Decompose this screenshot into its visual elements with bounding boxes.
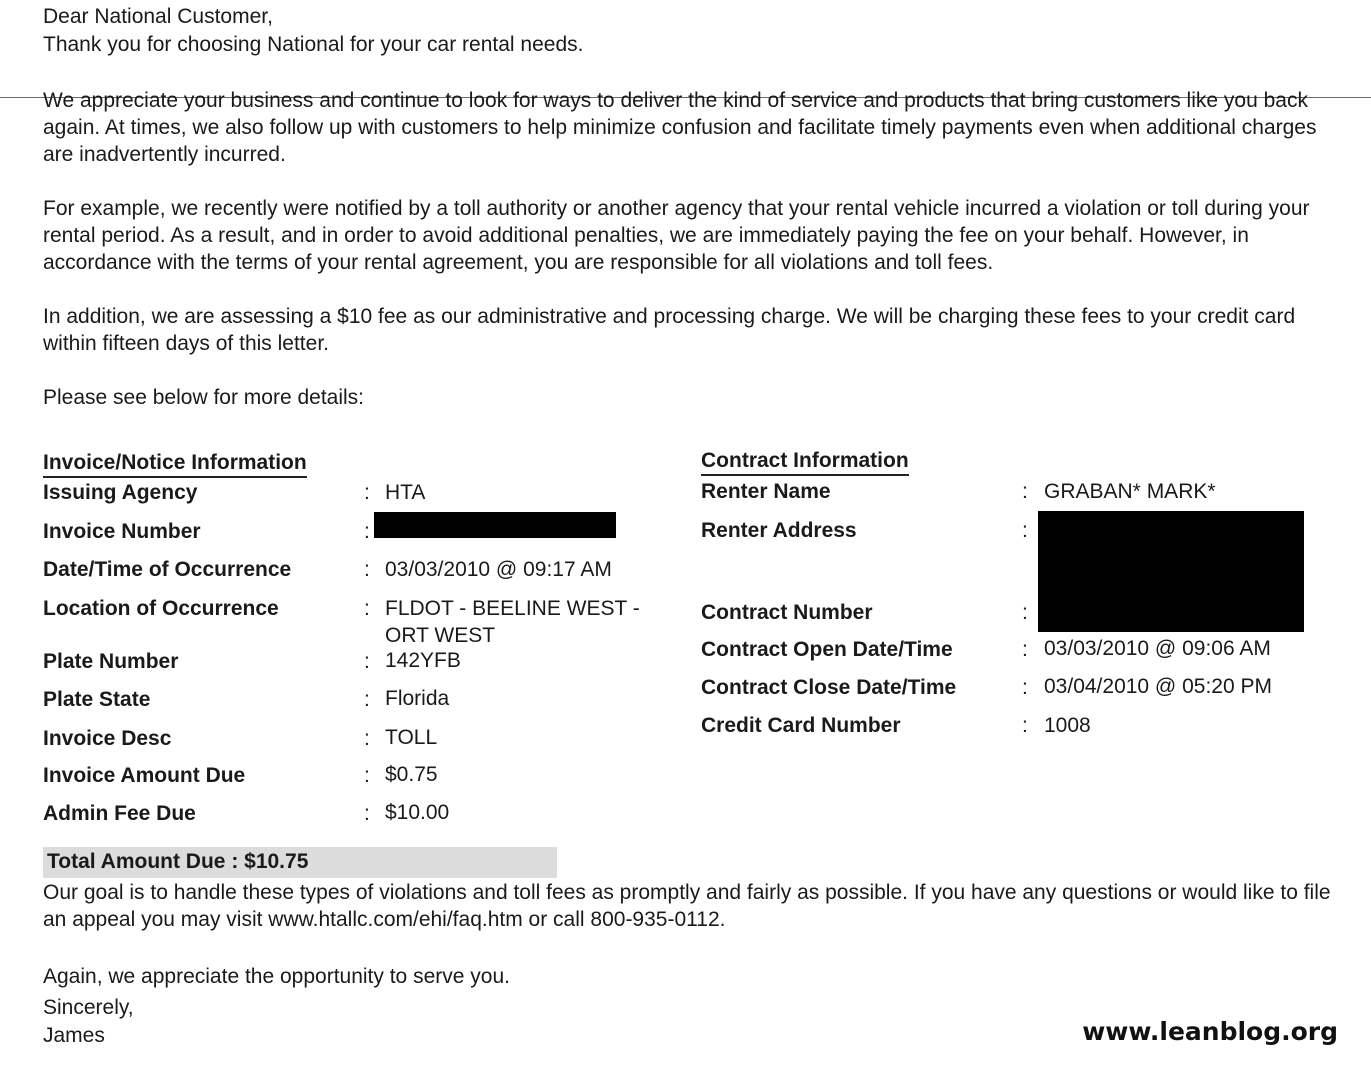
invoice-label-desc: Invoice Desc: [43, 727, 172, 750]
invoice-section-title: Invoice/Notice Information: [43, 451, 307, 478]
salutation: Dear National Customer,: [43, 5, 273, 28]
separator-colon: :: [1022, 601, 1028, 624]
separator-colon: :: [1022, 714, 1028, 737]
separator-colon: :: [1022, 519, 1028, 542]
invoice-label-date-time: Date/Time of Occurrence: [43, 558, 292, 581]
separator-colon: :: [1022, 480, 1028, 503]
signature-name: James: [43, 1024, 105, 1047]
separator-colon: :: [364, 650, 370, 673]
contract-label-open-date: Contract Open Date/Time: [701, 638, 953, 661]
contract-label-close-date: Contract Close Date/Time: [701, 676, 957, 699]
separator-colon: :: [364, 520, 370, 543]
redaction-invoice-number: [374, 512, 616, 538]
separator-colon: :: [364, 802, 370, 825]
invoice-value-desc: TOLL: [385, 726, 438, 749]
contract-label-renter-name: Renter Name: [701, 480, 831, 503]
closing-sincerely: Sincerely,: [43, 996, 134, 1019]
separator-colon: :: [1022, 676, 1028, 699]
contract-value-renter-name: GRABAN* MARK*: [1044, 480, 1216, 503]
closing-again: Again, we appreciate the opportunity to serve you.: [43, 965, 510, 988]
invoice-label-invoice-number: Invoice Number: [43, 520, 201, 543]
invoice-label-location: Location of Occurrence: [43, 597, 279, 620]
contract-label-renter-address: Renter Address: [701, 519, 857, 542]
invoice-value-plate-state: Florida: [385, 687, 450, 710]
separator-colon: :: [364, 688, 370, 711]
paragraph-appreciation: We appreciate your business and continue to look for ways to deliver the kind of service and products that bring customers like you back again. At times, we also follow up with customers to help minimize confusion and facilitate timely payments even when additional charges are inadvertently incurred.: [43, 89, 1317, 166]
total-amount-due: Total Amount Due : $10.75: [47, 850, 309, 873]
separator-colon: :: [364, 727, 370, 750]
invoice-label-plate-number: Plate Number: [43, 650, 179, 673]
invoice-value-location-line2: ORT WEST: [385, 624, 496, 647]
paragraph-details: Please see below for more details:: [43, 386, 364, 409]
invoice-value-location: FLDOT - BEELINE WEST -: [385, 597, 640, 620]
contract-label-credit-card: Credit Card Number: [701, 714, 901, 737]
invoice-value-amount-due: $0.75: [385, 763, 438, 786]
thanks-line: Thank you for choosing National for your car rental needs.: [43, 33, 584, 56]
contract-section-title: Contract Information: [701, 449, 909, 476]
invoice-value-date-time: 03/03/2010 @ 09:17 AM: [385, 558, 612, 581]
invoice-value-issuing-agency: HTA: [385, 481, 426, 504]
contract-value-close-date: 03/04/2010 @ 05:20 PM: [1044, 675, 1272, 698]
invoice-value-admin-fee: $10.00: [385, 801, 450, 824]
separator-colon: :: [364, 597, 370, 620]
invoice-label-plate-state: Plate State: [43, 688, 151, 711]
paragraph-goal: Our goal is to handle these types of violations and toll fees as promptly and fairly as possible. If you have any questions or would like to file an appeal you may visit www.htallc.com/ehi/faq.htm or call 800-935-0112.: [43, 881, 1331, 931]
separator-colon: :: [364, 558, 370, 581]
contract-value-open-date: 03/03/2010 @ 09:06 AM: [1044, 637, 1271, 660]
contract-value-credit-card: 1008: [1044, 714, 1091, 737]
paragraph-fee: In addition, we are assessing a $10 fee as our administrative and processing charge. We will be charging these fees to your credit card within fifteen days of this letter.: [43, 305, 1296, 355]
invoice-label-issuing-agency: Issuing Agency: [43, 481, 198, 504]
contract-label-contract-number: Contract Number: [701, 601, 873, 624]
separator-colon: :: [364, 481, 370, 504]
invoice-value-plate-number: 142YFB: [385, 649, 461, 672]
separator-colon: :: [1022, 638, 1028, 661]
watermark-url: www.leanblog.org: [1082, 1017, 1338, 1046]
paragraph-example: For example, we recently were notified by a toll authority or another agency that your rental vehicle incurred a violation or toll during your rental period. As a result, and in order to avoid additional penalties, we are immediately paying the fee on your behalf. However, in accordance with the terms of your rental agreement, you are responsible for all violations and toll fees.: [43, 197, 1310, 274]
redaction-renter-address-contract-number: [1038, 511, 1304, 632]
separator-colon: :: [364, 764, 370, 787]
invoice-label-amount-due: Invoice Amount Due: [43, 764, 246, 787]
invoice-label-admin-fee: Admin Fee Due: [43, 802, 196, 825]
